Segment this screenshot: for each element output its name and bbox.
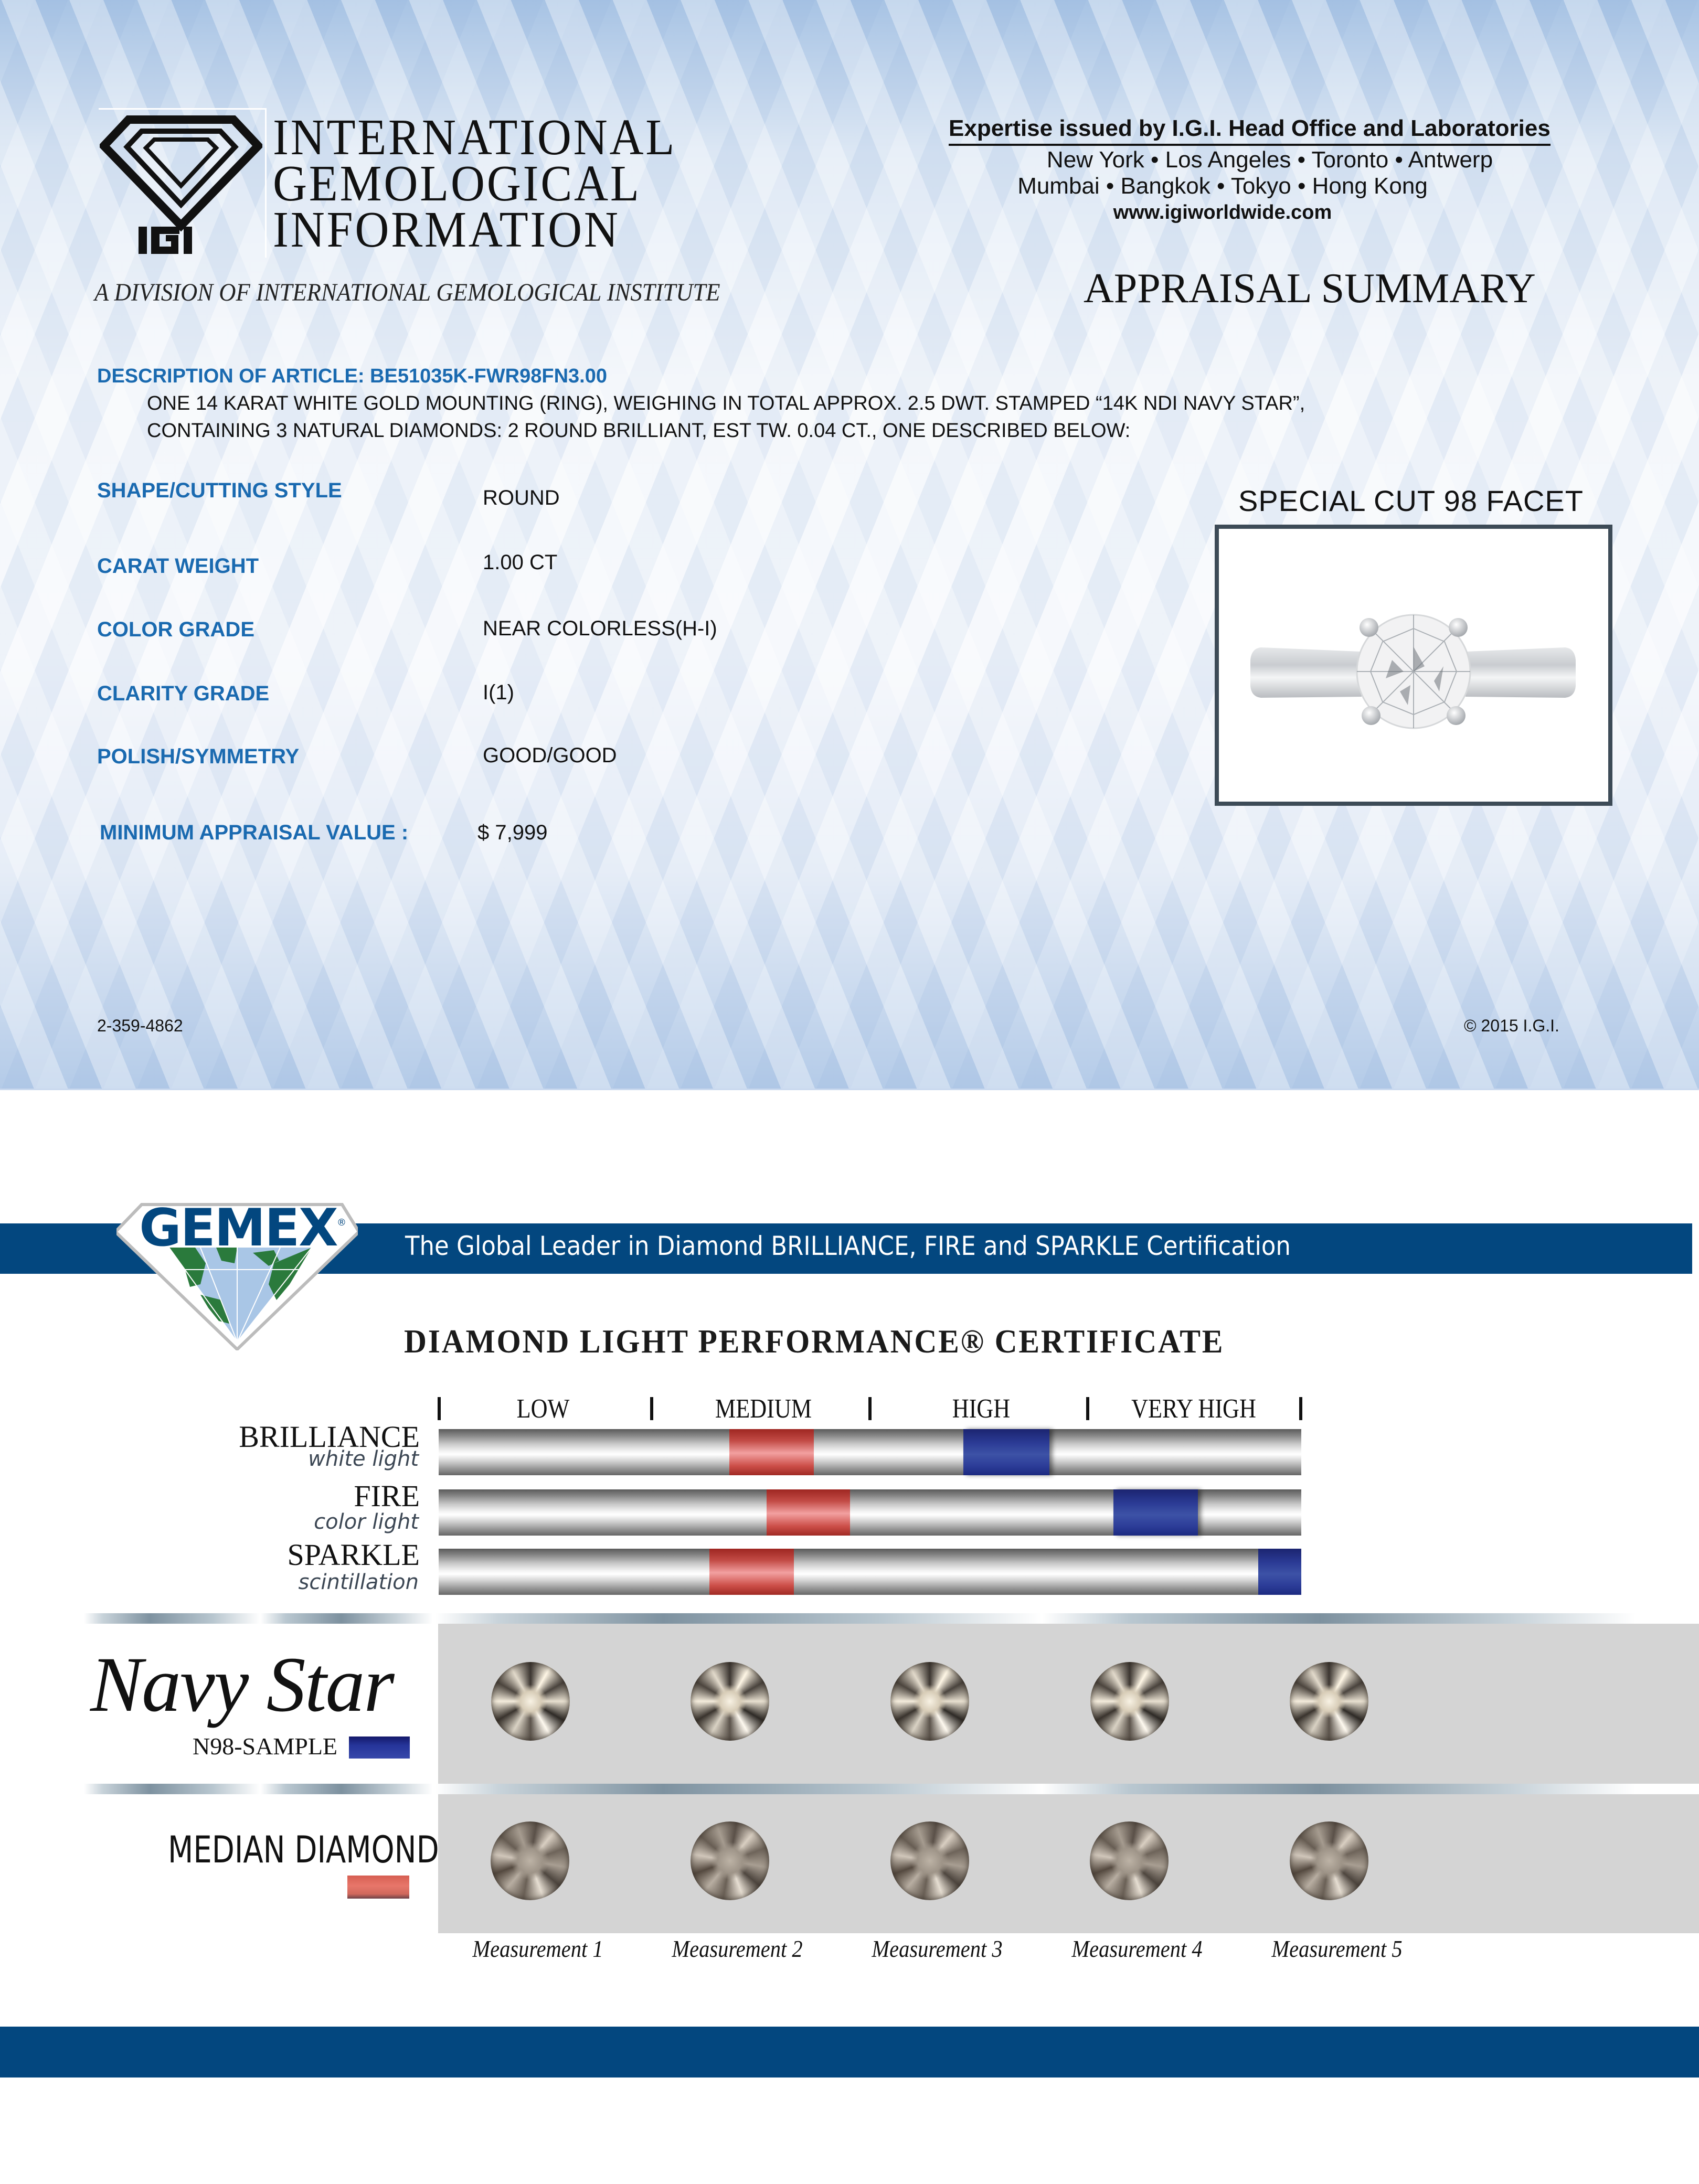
sample-indicator [963, 1429, 1049, 1475]
median-label: MEDIAN DIAMOND [168, 1828, 439, 1871]
page-title: APPRAISAL SUMMARY [1084, 265, 1536, 312]
sample-legend-swatch [349, 1736, 410, 1759]
logo-frame-rule [265, 108, 267, 258]
divider [436, 1613, 1699, 1624]
divider [436, 1784, 1699, 1794]
sparkle-bar [439, 1549, 1301, 1595]
org-name-line: GEMOLOGICAL [273, 155, 641, 212]
median-indicator [767, 1489, 850, 1536]
sample-diamond-image-3 [890, 1662, 969, 1741]
igi-diamond-logo-icon [100, 114, 262, 257]
org-name-line: INFORMATION [273, 201, 620, 258]
fire-bar [439, 1489, 1301, 1536]
office-cities-line-2: Mumbai • Bangkok • Tokyo • Hong Kong [1017, 173, 1428, 199]
org-name [273, 109, 676, 258]
appraisal-summary-section [0, 0, 1699, 1090]
median-legend-swatch [347, 1876, 409, 1899]
field-label-polish: POLISH/SYMMETRY [97, 745, 300, 768]
median-measurements-panel [438, 1794, 1699, 1933]
sample-indicator [1113, 1489, 1198, 1536]
description-text: CONTAINING 3 NATURAL DIAMONDS: 2 ROUND BRILLIANT, EST TW. 0.04 CT., ONE DESCRIBED BELOW: [147, 420, 1131, 442]
org-name-line: INTERNATIONAL [273, 109, 676, 166]
median-indicator [709, 1549, 794, 1595]
median-diamond-image-3 [890, 1821, 969, 1900]
footer-band [0, 2027, 1699, 2078]
sample-diamond-image-2 [691, 1662, 769, 1741]
median-diamond-image-4 [1090, 1821, 1169, 1900]
copyright: © 2015 I.G.I. [1464, 1016, 1559, 1035]
metric-label-sparkle: SPARKLE [287, 1538, 420, 1572]
sample-diamond-image-5 [1290, 1662, 1368, 1741]
measurement-label-1: Measurement 1 [472, 1935, 603, 1962]
offices-heading: Expertise issued by I.G.I. Head Office and Laboratories [949, 115, 1551, 146]
sample-label: N98-SAMPLE [193, 1733, 338, 1760]
field-value-polish: GOOD/GOOD [483, 744, 617, 767]
scale-label-low: LOW [516, 1394, 570, 1424]
field-label-shape: SHAPE/CUTTING STYLE [97, 479, 342, 502]
sample-diamond-image-4 [1090, 1662, 1169, 1741]
field-label-color: COLOR GRADE [97, 618, 254, 641]
logo-frame-rule [99, 108, 266, 110]
description-text: ONE 14 KARAT WHITE GOLD MOUNTING (RING), WEIGHING IN TOTAL APPROX. 2.5 DWT. STAMPED “14K NDI NAVY STAR”, [147, 392, 1305, 414]
field-value-color: NEAR COLORLESS(H-I) [483, 617, 717, 640]
median-diamond-image-5 [1290, 1821, 1368, 1900]
metric-label-fire: FIRE [354, 1479, 420, 1513]
sample-diamond-image-1 [491, 1662, 570, 1741]
office-cities-line-1: New York • Los Angeles • Toronto • Antwerp [1046, 147, 1493, 173]
svg-text:GEMEX: GEMEX [139, 1198, 337, 1258]
metric-sublabel-fire: color light [314, 1510, 419, 1534]
measurement-label-4: Measurement 4 [1071, 1935, 1203, 1962]
median-diamond-image-1 [491, 1821, 569, 1900]
gemex-globe-diamond-logo-icon [116, 1195, 358, 1350]
measurement-label-2: Measurement 2 [672, 1935, 803, 1962]
field-label-clarity: CLARITY GRADE [97, 682, 270, 705]
navy-star-brand: Navy Star [90, 1641, 394, 1728]
scale-tick [650, 1397, 653, 1420]
description-label: DESCRIPTION OF ARTICLE: BE51035K-FWR98FN3.00 [97, 365, 607, 387]
median-indicator [729, 1429, 814, 1475]
scale-label-high: HIGH [952, 1394, 1011, 1424]
median-diamond-image-2 [691, 1821, 769, 1900]
field-value-clarity: I(1) [483, 681, 514, 704]
scale-tick [1299, 1397, 1302, 1420]
sample-indicator [1258, 1549, 1301, 1595]
measurement-label-5: Measurement 5 [1271, 1935, 1403, 1962]
divider [84, 1784, 451, 1794]
field-label-carat: CARAT WEIGHT [97, 555, 259, 578]
field-value-carat: 1.00 CT [483, 551, 558, 574]
scale-label-medium: MEDIUM [715, 1394, 812, 1424]
scale-label-very-high: VERY HIGH [1131, 1394, 1256, 1424]
website-link[interactable]: www.igiworldwide.com [1113, 201, 1332, 223]
svg-text:®: ® [337, 1217, 346, 1228]
metric-sublabel-sparkle: scintillation [298, 1570, 419, 1594]
field-value-appraisal-value: $ 7,999 [477, 821, 548, 844]
ring-image [1215, 525, 1612, 806]
scale-tick [1086, 1397, 1089, 1420]
metric-label-brilliance: BRILLIANCE [239, 1420, 420, 1454]
org-division: A DIVISION OF INTERNATIONAL GEMOLOGICAL INSTITUTE [94, 279, 720, 306]
ring-icon [1219, 529, 1608, 802]
field-value-shape: ROUND [483, 486, 560, 509]
certificate-number: 2-359-4862 [97, 1016, 183, 1035]
measurement-label-3: Measurement 3 [872, 1935, 1003, 1962]
scale-tick [868, 1397, 872, 1420]
certificate-title: DIAMOND LIGHT PERFORMANCE® CERTIFICATE [404, 1323, 1225, 1360]
sample-measurements-panel [438, 1624, 1699, 1784]
scale-tick [438, 1397, 441, 1420]
image-caption: SPECIAL CUT 98 FACET [1238, 484, 1584, 517]
gemex-tagline: The Global Leader in Diamond BRILLIANCE, FIRE and SPARKLE Certification [405, 1231, 1291, 1261]
field-label-appraisal-value: MINIMUM APPRAISAL VALUE : [100, 821, 409, 844]
metric-sublabel-brilliance: white light [308, 1447, 419, 1471]
divider [84, 1613, 451, 1624]
brilliance-bar [439, 1429, 1301, 1475]
